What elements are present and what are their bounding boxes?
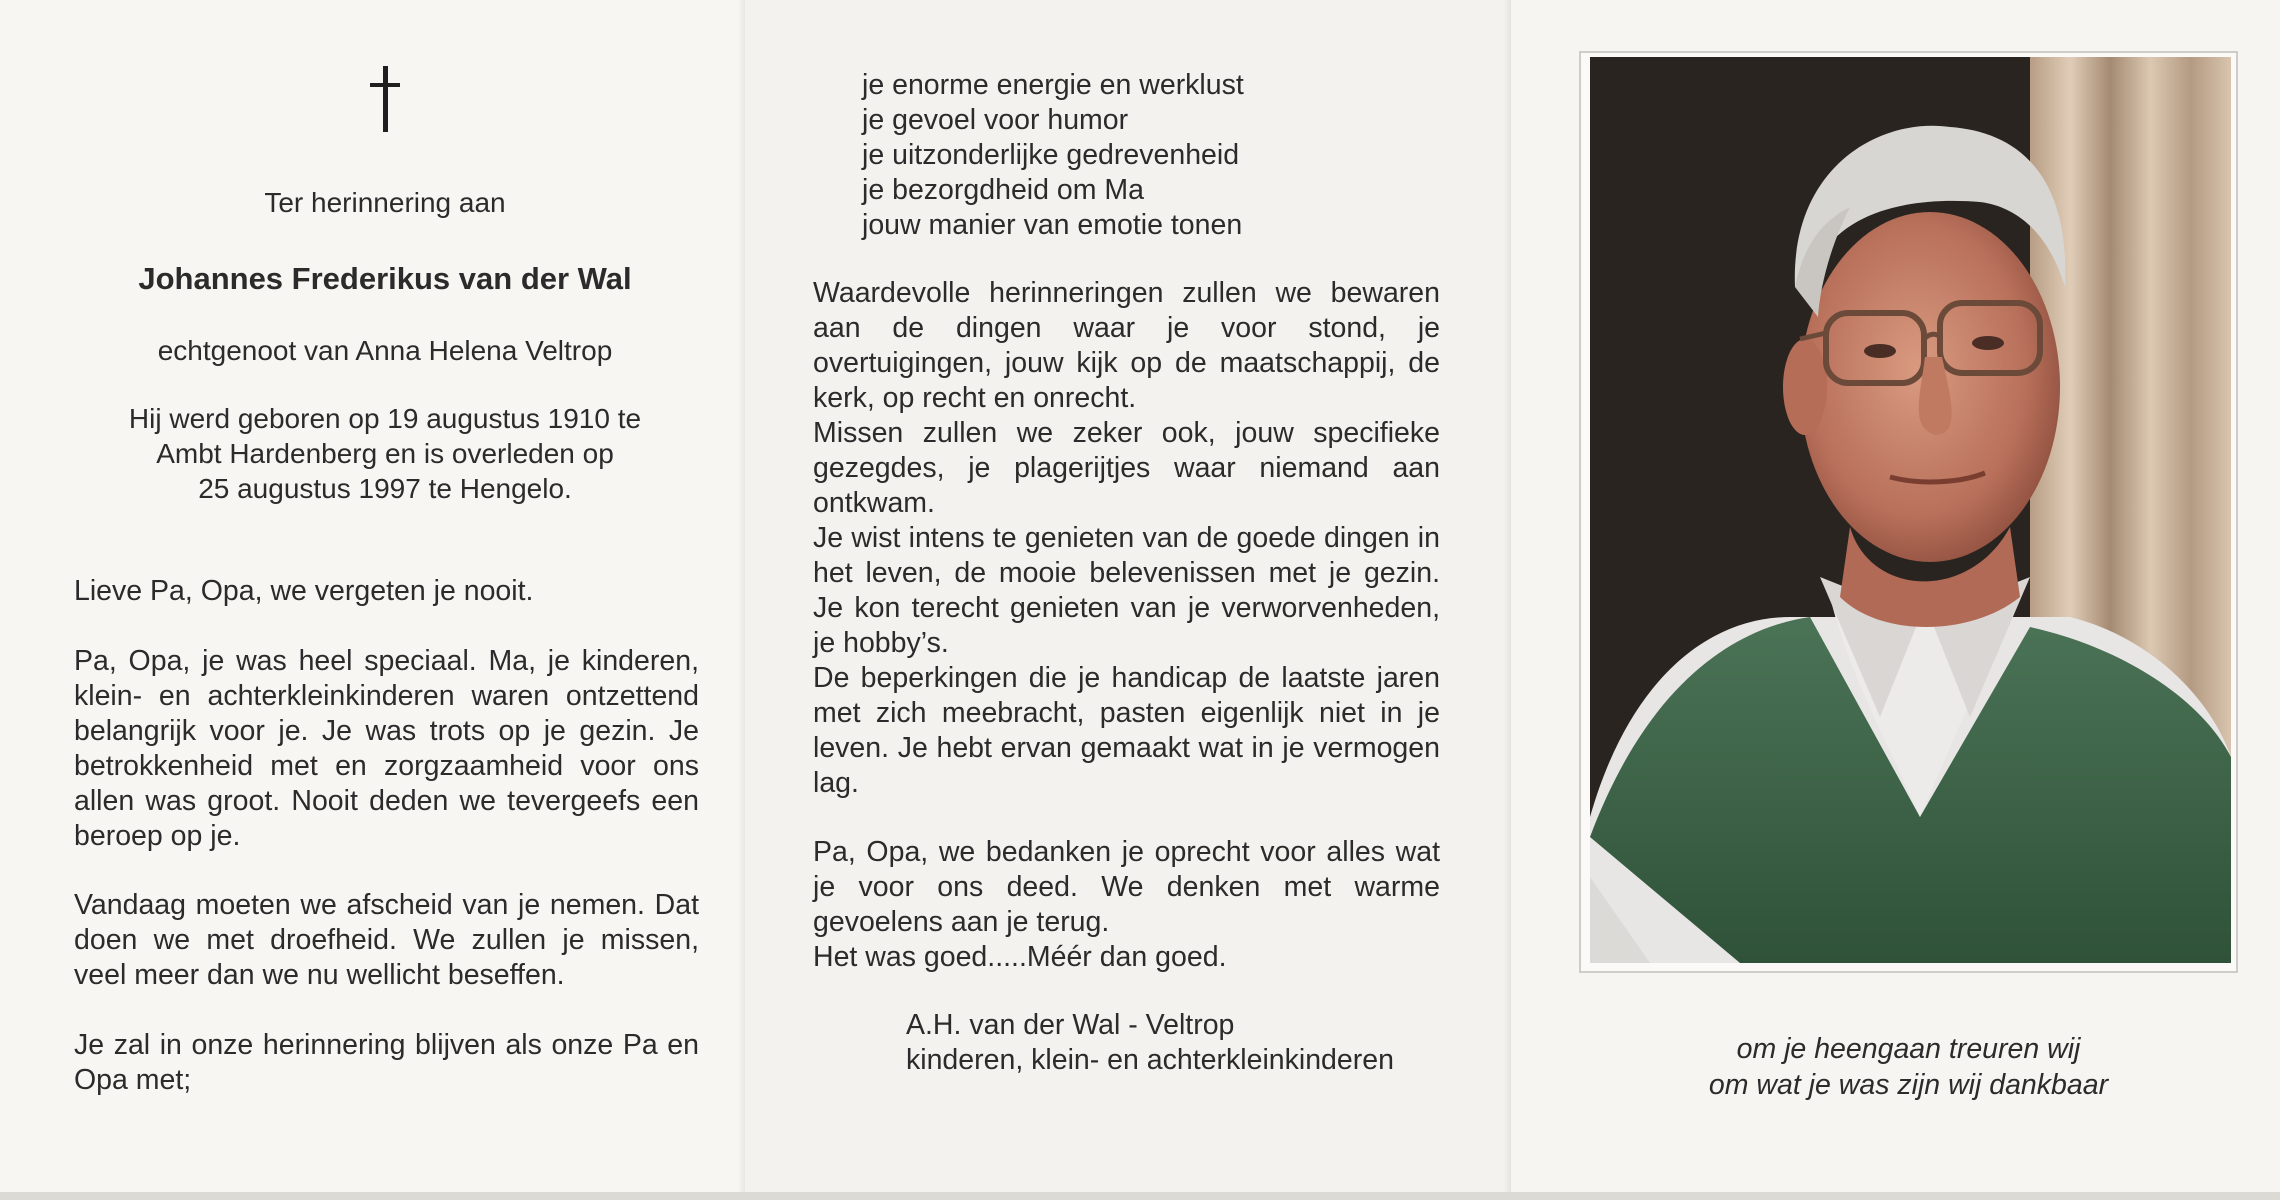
signature-family: kinderen, klein- en achterkleinkinderen xyxy=(906,1044,1394,1076)
list-item: je bezorgdheid om Ma xyxy=(862,174,1144,206)
middle-panel xyxy=(745,0,1511,1200)
paragraph-3: Vandaag moeten we afscheid van je nemen. Dat doen we met droefheid. We zullen je missen, veel meer dan we nu wellicht beseffen. xyxy=(74,889,699,991)
list-item: jouw manier van emotie tonen xyxy=(862,209,1243,241)
paragraph-4: Je zal in onze herinnering blijven als onze Pa en Opa met; xyxy=(74,1029,699,1096)
paragraph-2: Pa, Opa, je was heel speciaal. Ma, je kinderen, klein- en achterkleinkinderen waren ontzettend belangrijk voor je. Je was trots op je gezin. Je betrokkenheid met en zorgzaamheid voor ons allen was groot. Nooit deden we tevergeefs een beroep op je. xyxy=(74,645,699,852)
paragraph-memories: Waardevolle herinneringen zullen we bewaren aan de dingen waar je voor stond, je overtuigingen, jouw kijk op de maatschappij, de kerk, op recht en onrecht. xyxy=(813,277,1440,414)
signature-spouse: A.H. van der Wal - Veltrop xyxy=(906,1009,1235,1041)
list-item: je uitzonderlijke gedrevenheid xyxy=(862,139,1240,171)
intro-text: Ter herinnering aan xyxy=(264,187,506,218)
dates-line-3: 25 augustus 1997 te Hengelo. xyxy=(198,473,572,504)
caption-line-2: om wat je was zijn wij dankbaar xyxy=(1708,1069,2109,1101)
paragraph-thanks: Pa, Opa, we bedanken je oprecht voor alles wat je voor ons deed. We denken met warme gevoelens aan je terug. xyxy=(813,836,1440,938)
paragraph-1: Lieve Pa, Opa, we vergeten je nooit. xyxy=(74,575,534,607)
closing-line: Het was goed.....Méér dan goed. xyxy=(813,941,1227,973)
portrait-photo xyxy=(1590,57,2231,963)
list-item: je enorme energie en werklust xyxy=(862,69,1244,101)
cross-icon xyxy=(370,66,400,132)
dates-line-2: Ambt Hardenberg en is overleden op xyxy=(156,438,614,469)
left-panel xyxy=(0,0,745,1200)
list-item: je gevoel voor humor xyxy=(862,104,1129,136)
dates-line-1: Hij werd geboren op 19 augustus 1910 te xyxy=(128,403,642,434)
paragraph-enjoy: Je wist intens te genieten van de goede dingen in het leven, de mooie belevenissen met je gezin. Je kon terecht genieten van je verworvenheden, je hobby’s. xyxy=(813,522,1440,659)
paragraph-limitations: De beperkingen die je handicap de laatste jaren met zich meebracht, pasten eigenlijk niet in je leven. Je hebt ervan gemaakt wat in je vermogen lag. xyxy=(813,662,1440,799)
deceased-name: Johannes Frederikus van der Wal xyxy=(138,261,632,296)
spouse-text: echtgenoot van Anna Helena Veltrop xyxy=(157,335,613,366)
card-bottom-edge xyxy=(0,1192,2280,1200)
paragraph-missing: Missen zullen we zeker ook, jouw specifieke gezegdes, je plagerijtjes waar niemand aan ontkwam. xyxy=(813,417,1440,519)
caption-line-1: om je heengaan treuren wij xyxy=(1736,1033,2081,1065)
